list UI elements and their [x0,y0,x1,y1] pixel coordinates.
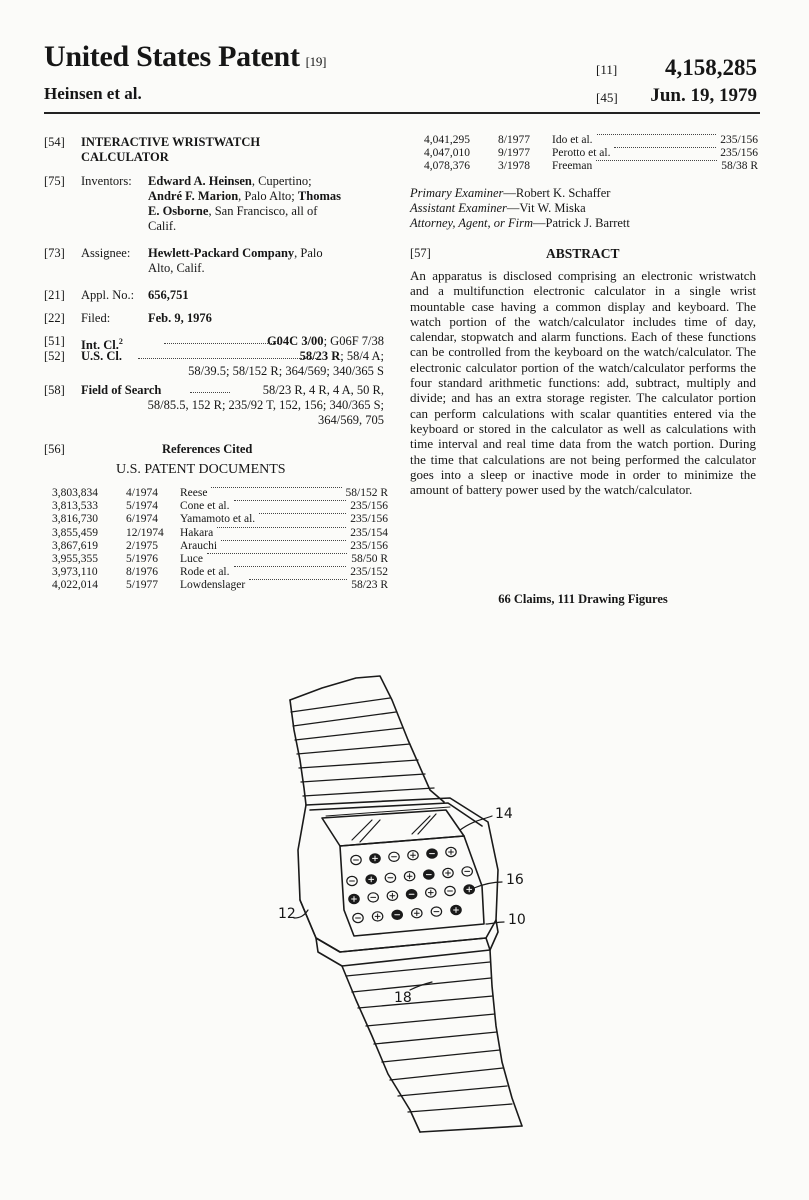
keypad-key-symbol [407,874,412,879]
references-list [52,487,388,593]
inventor-3-rest: E. Osborne [148,204,209,218]
header-rule [44,112,760,114]
field-code: [54] [44,135,65,149]
keypad-key-symbol [375,914,380,919]
dot-leader [597,134,716,135]
field-label: U.S. Cl. [81,349,122,363]
reference-row [52,540,388,553]
patent-number: 4,158,285 [665,55,757,80]
inventors-value [148,174,384,234]
field-52 [44,349,384,381]
ref-date: 8/1977 [498,134,530,146]
inventor-short: Heinsen et al. [44,84,142,103]
references-heading: References Cited [162,442,253,456]
abstract-header [410,246,756,261]
ref-name: Rode et al. [180,566,230,579]
intcl-sup: 2 [118,337,123,346]
date-code: [45] [596,90,618,105]
dot-leader [190,392,230,393]
field-75 [44,174,384,234]
ref-class: 235/156 [350,513,388,526]
ref-class: 235/156 [350,539,388,552]
references-list-continued [424,134,758,174]
keypad-key-symbol [446,871,451,876]
ref-class: 58/152 R [345,487,388,499]
dot-leader [211,487,342,488]
inventor-3-loc: , San Francisco, all of [208,204,318,218]
ref-name: Reese [180,487,208,499]
ref-name: Lowdenslager [180,579,246,592]
field-code: [58] [44,383,65,397]
reference-row [52,487,388,500]
keypad-key-symbol [390,893,395,898]
ref-number: 3,867,619 [52,539,98,552]
dot-leader [596,160,717,161]
ref-name: Ido et al. [552,134,593,146]
dot-leader [614,147,716,148]
dot-leader [221,540,346,541]
uscl-a: 58/23 R [299,349,341,363]
reference-row [52,500,388,513]
field-code: [22] [44,311,65,325]
ref-name: Hakara [180,526,214,539]
dot-leader [234,566,346,567]
ref-name: Arauchi [180,539,218,552]
field-label: Inventors: [81,174,132,188]
primary-examiner: —Robert K. Schaffer [503,186,611,200]
field-label: Field of Search [81,383,162,397]
assignee-loc2: Alto, Calif. [148,261,205,275]
ref-date: 6/1974 [126,513,158,526]
ref-name: Freeman [552,160,593,173]
ref-label-14: 14 [495,806,513,822]
reference-row [52,513,388,526]
ref-class: 58/50 R [351,552,388,565]
uscl-line2: 58/39.5; 58/152 R; 364/569; 340/365 S [188,364,384,378]
ref-number: 3,955,355 [52,552,98,565]
attorney-label: Attorney, Agent, or Firm [410,216,534,230]
assignee-value [148,246,384,276]
abstract-text: An apparatus is disclosed comprising an electronic wristwatch and a multifunction electronic calculator in a single wrist mountable case having a common display and keyboard. The watch portion of the watch/calculator includes time of day, calendar, stopwatch and alarm functions. Each of these functions can be controlled from the keyboard on the watch/calculator. The electronic calculator portion of the watch/calculator performs the four standard arithmetic functions: add, subtract, multiply and divide; and has an extra storage register. The calculator portion can perform calculations with scalar quantities entered via the keyboard or stored in the calculator as well as calculations with time interval and real time data from the watch portion. During the time that calculations are not being performed the calculator goes into a sleep or inactive mode in order to minimize the amount of battery power used by the watch/calculator. [410,268,756,498]
ref-number: 4,022,014 [52,579,98,592]
ref-date: 9/1977 [498,147,530,160]
assignee-loc: , Palo [294,246,323,260]
keypad-key-symbol [411,853,416,858]
title-code: [19] [305,54,327,69]
inventor-1-loc: , Cupertino; [251,174,312,188]
assistant-examiner: —Vit W. Miska [506,201,586,215]
field-label: Assignee: [81,246,131,260]
ref-date: 5/1976 [126,552,158,565]
field-code: [52] [44,349,65,363]
title-text: United States Patent [44,40,300,73]
reference-row [52,527,388,540]
field-label: Appl. No.: [81,288,135,302]
ref-class: 58/23 R [351,579,388,592]
examiners [410,186,756,231]
abstract-heading: ABSTRACT [546,246,620,261]
field-code: [75] [44,174,65,188]
inventor-1: Edward A. Heinsen [148,174,252,188]
inventor-3-first: Thomas [297,189,341,203]
ref-label-10: 10 [508,912,526,928]
field-code: [51] [44,334,65,348]
ref-class: 235/156 [720,134,758,146]
reference-row [52,553,388,566]
keypad-key-symbol [414,911,419,916]
field-code: [73] [44,246,65,260]
dot-leader [259,513,346,514]
keypad-key-symbol [449,850,454,855]
ref-name: Perotto et al. [552,147,611,160]
reference-row [52,579,388,592]
ref-number: 4,041,295 [424,134,470,146]
ref-class: 235/154 [350,526,388,539]
field-58 [44,383,384,431]
ref-date: 3/1978 [498,160,530,173]
inventor-2: André F. Marion [148,189,239,203]
ref-label-18: 18 [394,990,412,1006]
reference-row [424,134,758,147]
ref-date: 2/1975 [126,539,158,552]
attorney: —Patrick J. Barrett [533,216,630,230]
ref-number: 3,816,730 [52,513,98,526]
ref-number: 4,047,010 [424,147,470,160]
dot-leader [234,500,346,501]
dot-leader [207,553,347,554]
search-line1: 58/23 R, 4 R, 4 A, 50 R, [262,383,384,397]
assignee-name: Hewlett-Packard Company [148,246,295,260]
number-code: [11] [596,62,618,77]
ref-label-16: 16 [506,872,524,888]
wristwatch-drawing [260,670,560,1150]
patent-title [44,40,326,74]
ref-name: Luce [180,552,203,565]
reference-row [52,566,388,579]
intcl-b: ; G06F 7/38 [323,334,384,348]
inventors-state: Calif. [148,219,177,233]
primary-examiner-label: Primary Examiner [410,186,504,200]
field-73 [44,246,384,278]
reference-row [424,147,758,160]
ref-number: 3,803,834 [52,487,98,499]
inventor-2-loc: , Palo Alto; [238,189,298,203]
field-code: [21] [44,288,65,302]
uscl-b: ; 58/4 A; [340,349,384,363]
ref-number: 3,973,110 [52,566,98,579]
intcl-a: G04C 3/00 [266,334,324,348]
reference-row [424,160,758,173]
ref-number: 3,813,533 [52,500,98,513]
dot-leader [217,527,346,528]
title-line1: INTERACTIVE WRISTWATCH [81,135,261,149]
field-label: Filed: [81,311,111,325]
filed-date: Feb. 9, 1976 [148,311,212,325]
patent-date: Jun. 19, 1979 [650,85,757,106]
claims-count: 66 Claims, 111 Drawing Figures [498,592,668,606]
ref-name: Cone et al. [180,500,230,513]
dot-leader [138,358,316,359]
dot-leader [164,343,278,344]
dot-leader [249,579,347,580]
ref-class: 235/156 [350,500,388,513]
field-code: [56] [44,442,65,456]
ref-class: 235/152 [350,566,388,579]
intcl-label: Int. Cl. [81,338,119,353]
search-line2: 58/85.5, 152 R; 235/92 T, 152, 156; 340/365 S; [147,398,384,412]
references-subheading: U.S. PATENT DOCUMENTS [116,462,286,477]
ref-date: 4/1974 [126,487,158,499]
ref-name: Yamamoto et al. [180,513,256,526]
title-line2: CALCULATOR [81,150,169,164]
search-line3: 364/569, 705 [318,413,384,427]
ref-date: 12/1974 [126,526,164,539]
ref-class: 58/38 R [721,160,758,173]
ref-date: 5/1974 [126,500,158,513]
ref-date: 8/1976 [126,566,158,579]
ref-number: 3,855,459 [52,526,98,539]
ref-date: 5/1977 [126,579,158,592]
ref-label-12: 12 [278,906,296,922]
ref-number: 4,078,376 [424,160,470,173]
ref-class: 235/156 [720,147,758,160]
abstract-code: [57] [410,246,431,260]
appl-no: 656,751 [148,288,189,302]
assistant-examiner-label: Assistant Examiner [410,201,507,215]
keypad-key-symbol [428,890,433,895]
